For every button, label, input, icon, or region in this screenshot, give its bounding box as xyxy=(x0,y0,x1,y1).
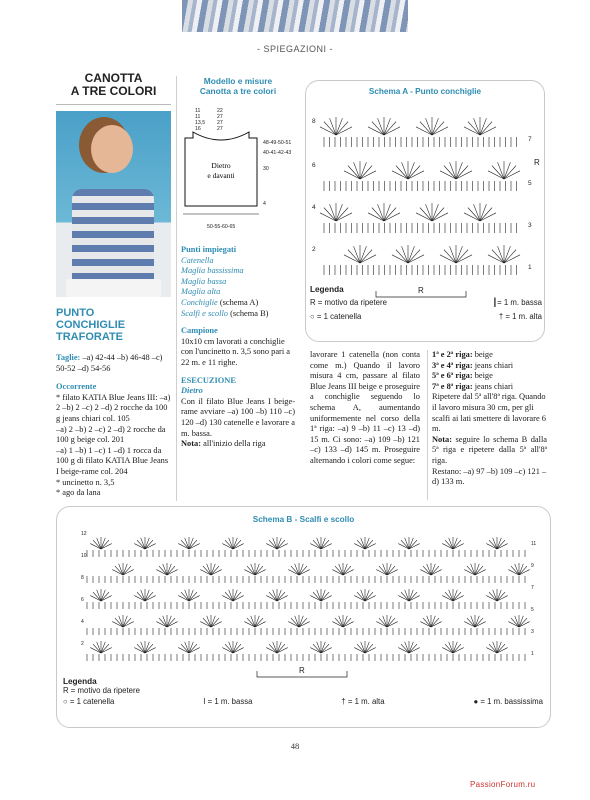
row-number: 5 xyxy=(531,607,534,613)
schema-a-box xyxy=(305,80,545,342)
shell-motif xyxy=(384,208,396,221)
schema-a-legend: Legenda R = motivo da ripetere ┃= 1 m. bassa ○ = 1 catenella † = 1 m. alta xyxy=(310,285,542,321)
double-crochet-icon: † = 1 m. alta xyxy=(498,312,542,321)
stitches-list: Catenella Maglia bassissima Maglia bassa Maglia alta Conchiglie (schema A) Scalfi e scollo (schema B) xyxy=(181,255,269,318)
shell-motif xyxy=(396,250,408,263)
shell-motif xyxy=(468,208,480,221)
svg-text:50-55-60-65: 50-55-60-65 xyxy=(207,224,236,230)
row-number: 11 xyxy=(531,541,537,547)
shell-motif xyxy=(357,644,365,653)
shell-motif xyxy=(489,540,497,549)
shell-motif xyxy=(299,566,307,575)
svg-text:27: 27 xyxy=(217,114,223,120)
shell-motif xyxy=(519,618,527,627)
shell-motif xyxy=(93,540,101,549)
shell-motif xyxy=(313,644,321,653)
svg-text:48-49-50-51: 48-49-50-51 xyxy=(263,140,292,146)
shell-motif xyxy=(365,540,373,549)
shell-motif xyxy=(299,618,307,627)
svg-text:13,5: 13,5 xyxy=(195,120,206,126)
column-middle xyxy=(181,76,295,450)
row-number: 8 xyxy=(81,575,84,581)
model-heading: Modello e misure Canotta a tre colori xyxy=(199,76,277,96)
row-number: 6 xyxy=(81,597,84,603)
page-title: CANOTTA A TRE COLORI xyxy=(56,72,171,105)
shell-motif xyxy=(123,566,131,575)
shell-motif xyxy=(348,250,360,263)
shell-motif xyxy=(475,566,483,575)
svg-text:Dietro: Dietro xyxy=(211,161,231,170)
shell-motif xyxy=(348,166,360,179)
svg-text:16: 16 xyxy=(195,126,201,132)
shell-motif xyxy=(277,592,285,601)
shell-motif xyxy=(511,566,519,575)
gauge-text: 10x10 cm lavorati a conchiglie con l'uncinetto n. 3,5 sono pari a 22 m. e 11 righe. xyxy=(181,336,290,367)
sizes: Taglie: –a) 42-44 –b) 46-48 –c) 50-52 –d) 54-56 xyxy=(56,353,163,373)
schema-b-title: Schema B - Scalfi e scollo xyxy=(252,515,355,524)
shell-motif xyxy=(357,592,365,601)
watermark: PassionForum.ru xyxy=(470,780,536,789)
row-number: 2 xyxy=(81,641,84,647)
shell-motif xyxy=(492,250,504,263)
row-number: 3 xyxy=(528,222,532,229)
shell-motif xyxy=(159,618,167,627)
row-number: 10 xyxy=(81,553,87,559)
shell-motif xyxy=(453,540,461,549)
shell-motif xyxy=(372,208,384,221)
shell-motif xyxy=(233,592,241,601)
shell-motif xyxy=(225,540,233,549)
column-left xyxy=(56,72,171,499)
shell-motif xyxy=(269,540,277,549)
row-number: 5 xyxy=(528,180,532,187)
shell-motif xyxy=(444,166,456,179)
shell-motif xyxy=(321,592,329,601)
column-divider xyxy=(176,76,177,501)
row-number: 7 xyxy=(528,136,532,143)
shell-motif xyxy=(313,540,321,549)
shell-motif xyxy=(324,122,336,135)
shell-motif xyxy=(336,208,348,221)
double-crochet-icon: † = 1 m. alta xyxy=(341,697,385,706)
shell-motif xyxy=(431,618,439,627)
size-diagram xyxy=(181,102,295,234)
materials-heading: Occorrente xyxy=(56,382,97,392)
shell-motif xyxy=(343,618,351,627)
shell-motif xyxy=(409,644,417,653)
shell-motif xyxy=(408,166,420,179)
shell-motif xyxy=(467,566,475,575)
shell-motif xyxy=(313,592,321,601)
shell-motif xyxy=(401,592,409,601)
svg-text:11: 11 xyxy=(195,114,201,120)
shell-motif xyxy=(189,540,197,549)
shell-motif xyxy=(432,122,444,135)
shell-motif xyxy=(343,566,351,575)
shell-motif xyxy=(167,566,175,575)
shell-motif xyxy=(233,540,241,549)
row-number: 4 xyxy=(312,204,316,211)
shell-motif xyxy=(409,592,417,601)
svg-text:27: 27 xyxy=(217,120,223,126)
shell-motif xyxy=(255,618,263,627)
shell-motif xyxy=(401,540,409,549)
shell-motif xyxy=(519,566,527,575)
shell-motif xyxy=(409,540,417,549)
row-number: 2 xyxy=(312,246,316,253)
instructions-column-3: lavorare 1 catenella (non conta come m.) Quando il lavoro misura 4 cm, passare al filato Blue Jeans III beige e proseguire a conchiglie seguendo lo schema A, aumentando uniformemente nel corso della 1ª riga: –a) 9 –b) 11 –c) 13 –d) 15 m. Ci sono: –a) 109 –b) 121 –c) 133 –d) 145 m. Proseguire alternando i colori come segue: xyxy=(310,350,420,465)
shell-motif xyxy=(277,644,285,653)
shell-motif xyxy=(387,566,395,575)
shell-motif xyxy=(336,122,348,135)
stitch-subtitle: PUNTO CONCHIGLIE TRAFORATE xyxy=(56,307,126,343)
shell-motif xyxy=(137,540,145,549)
page-number: 48 xyxy=(290,741,300,751)
shell-motif xyxy=(167,618,175,627)
schema-b-chart xyxy=(57,527,550,687)
svg-text:11: 11 xyxy=(195,108,201,114)
shell-motif xyxy=(324,208,336,221)
shell-motif xyxy=(445,644,453,653)
shell-motif xyxy=(504,166,516,179)
back-heading: Dietro xyxy=(181,386,203,396)
schema-b-box xyxy=(56,506,551,728)
shell-motif xyxy=(423,618,431,627)
svg-text:4: 4 xyxy=(263,201,266,207)
top-photo-strip xyxy=(182,0,408,32)
shell-motif xyxy=(101,540,109,549)
shell-motif xyxy=(233,644,241,653)
shell-motif xyxy=(101,644,109,653)
shell-motif xyxy=(453,592,461,601)
shell-motif xyxy=(453,644,461,653)
shell-motif xyxy=(211,618,219,627)
shell-motif xyxy=(277,540,285,549)
shell-motif xyxy=(497,592,505,601)
shell-motif xyxy=(456,250,468,263)
shell-motif xyxy=(145,644,153,653)
shell-motif xyxy=(291,618,299,627)
shell-motif xyxy=(203,566,211,575)
shell-motif xyxy=(456,166,468,179)
repeat-label: R xyxy=(418,286,424,295)
shell-motif xyxy=(480,122,492,135)
shell-motif xyxy=(137,592,145,601)
shell-motif xyxy=(384,122,396,135)
repeat-label: R xyxy=(299,666,305,675)
schema-b-legend: Legenda R = motivo da ripetere ○ = 1 catenella I = 1 m. bassa † = 1 m. alta ● = 1 m. bassissima xyxy=(63,677,543,706)
repeat-label: R xyxy=(534,158,540,167)
shell-motif xyxy=(321,644,329,653)
shell-motif xyxy=(480,208,492,221)
shell-motif xyxy=(360,250,372,263)
shell-motif xyxy=(444,250,456,263)
shell-motif xyxy=(467,618,475,627)
shell-motif xyxy=(225,592,233,601)
shell-motif xyxy=(203,618,211,627)
shell-motif xyxy=(159,566,167,575)
shell-motif xyxy=(321,540,329,549)
shell-motif xyxy=(269,592,277,601)
shell-motif xyxy=(401,644,409,653)
shell-motif xyxy=(360,166,372,179)
shell-motif xyxy=(181,644,189,653)
shell-motif xyxy=(247,566,255,575)
svg-text:30: 30 xyxy=(263,166,269,172)
shell-motif xyxy=(269,644,277,653)
shell-motif xyxy=(432,208,444,221)
shell-motif xyxy=(497,540,505,549)
back-text: Con il filato Blue Jeans I beige-rame avviare –a) 100 –b) 110 –c) 120 –d) 130 catenelle e lavorare a m. bassa. xyxy=(181,396,295,438)
shell-motif xyxy=(497,644,505,653)
shell-motif xyxy=(211,566,219,575)
shell-motif xyxy=(365,644,373,653)
shell-motif xyxy=(365,592,373,601)
shell-motif xyxy=(387,618,395,627)
svg-text:22: 22 xyxy=(217,108,223,114)
shell-motif xyxy=(145,592,153,601)
svg-text:27: 27 xyxy=(217,126,223,132)
shell-motif xyxy=(93,592,101,601)
shell-motif xyxy=(511,618,519,627)
shell-motif xyxy=(189,644,197,653)
svg-text:40-41-42-43: 40-41-42-43 xyxy=(263,150,292,156)
row-number: 1 xyxy=(531,651,534,657)
model-photo xyxy=(56,111,171,297)
shell-motif xyxy=(247,618,255,627)
shell-motif xyxy=(420,122,432,135)
schema-a-title: Schema A - Punto conchiglie xyxy=(368,87,482,96)
shell-motif xyxy=(379,618,387,627)
shell-motif xyxy=(101,592,109,601)
shell-motif xyxy=(115,618,123,627)
shell-motif xyxy=(408,250,420,263)
shell-motif xyxy=(137,644,145,653)
shell-motif xyxy=(225,644,233,653)
row-number: 1 xyxy=(528,264,532,271)
shell-motif xyxy=(357,540,365,549)
note-text: Nota: all'inizio della riga xyxy=(181,439,266,449)
single-crochet-icon: ┃= 1 m. bassa xyxy=(492,298,542,307)
stitches-heading: Punti impiegati xyxy=(181,245,237,254)
row-number: 9 xyxy=(531,563,534,569)
row-number: 6 xyxy=(312,162,316,169)
row-number: 7 xyxy=(531,585,534,591)
shell-motif xyxy=(379,566,387,575)
shell-motif xyxy=(255,566,263,575)
row-number: 3 xyxy=(531,629,534,635)
row-number: 8 xyxy=(312,118,316,125)
shell-motif xyxy=(181,592,189,601)
execution-heading: ESECUZIONE xyxy=(181,375,236,385)
shell-motif xyxy=(423,566,431,575)
shell-motif xyxy=(291,566,299,575)
shell-motif xyxy=(335,618,343,627)
materials-list: * filato KATIA Blue Jeans III: –a) 2 –b) 2 –c) 2 –d) 2 rocche da 100 g jeans chiari col. 105 –a) 2 –b) 2 –c) 2 –d) 2 rocche da 100 g beige col. 201 –a) 1 –b) 1 –c) 1 –d) 1 rocca da 100 g di filato KATIA Blue Jeans I beige-rame col. 204 * uncinetto n. 3,5 * ago da lana xyxy=(56,392,171,498)
gauge-heading: Campione xyxy=(181,326,218,336)
column-divider xyxy=(427,350,428,500)
shell-motif xyxy=(445,592,453,601)
shell-motif xyxy=(489,644,497,653)
instructions-column-4: 1ª e 2ª riga: beige 3ª e 4ª riga: jeans chiari 5ª e 6ª riga: beige 7ª e 8ª riga: jeans chiari Ripetere dal 5ª all'8ª riga. Quando il lavoro misura 30 cm, per gli scalfi ai lati smettere di lavorare 6 m. Nota: seguire lo schema B dalla 5ª riga e ripetere dalla 5ª all'8ª riga. Restano: –a) 97 –b) 109 –c) 121 –d) 133 m. xyxy=(432,350,547,487)
shell-motif xyxy=(93,644,101,653)
shell-motif xyxy=(431,566,439,575)
shell-motif xyxy=(489,592,497,601)
shell-motif xyxy=(115,566,123,575)
shell-motif xyxy=(181,540,189,549)
svg-text:e davanti: e davanti xyxy=(207,171,235,180)
row-number: 4 xyxy=(81,619,84,625)
shell-motif xyxy=(335,566,343,575)
shell-motif xyxy=(420,208,432,221)
row-number: 12 xyxy=(81,531,87,537)
shell-motif xyxy=(123,618,131,627)
shell-motif xyxy=(504,250,516,263)
shell-motif xyxy=(468,122,480,135)
shell-motif xyxy=(145,540,153,549)
schema-a-chart xyxy=(306,103,544,303)
section-header: - SPIEGAZIONI - xyxy=(256,44,333,54)
shell-motif xyxy=(492,166,504,179)
shell-motif xyxy=(189,592,197,601)
shell-motif xyxy=(372,122,384,135)
shell-motif xyxy=(445,540,453,549)
shell-motif xyxy=(475,618,483,627)
shell-motif xyxy=(396,166,408,179)
